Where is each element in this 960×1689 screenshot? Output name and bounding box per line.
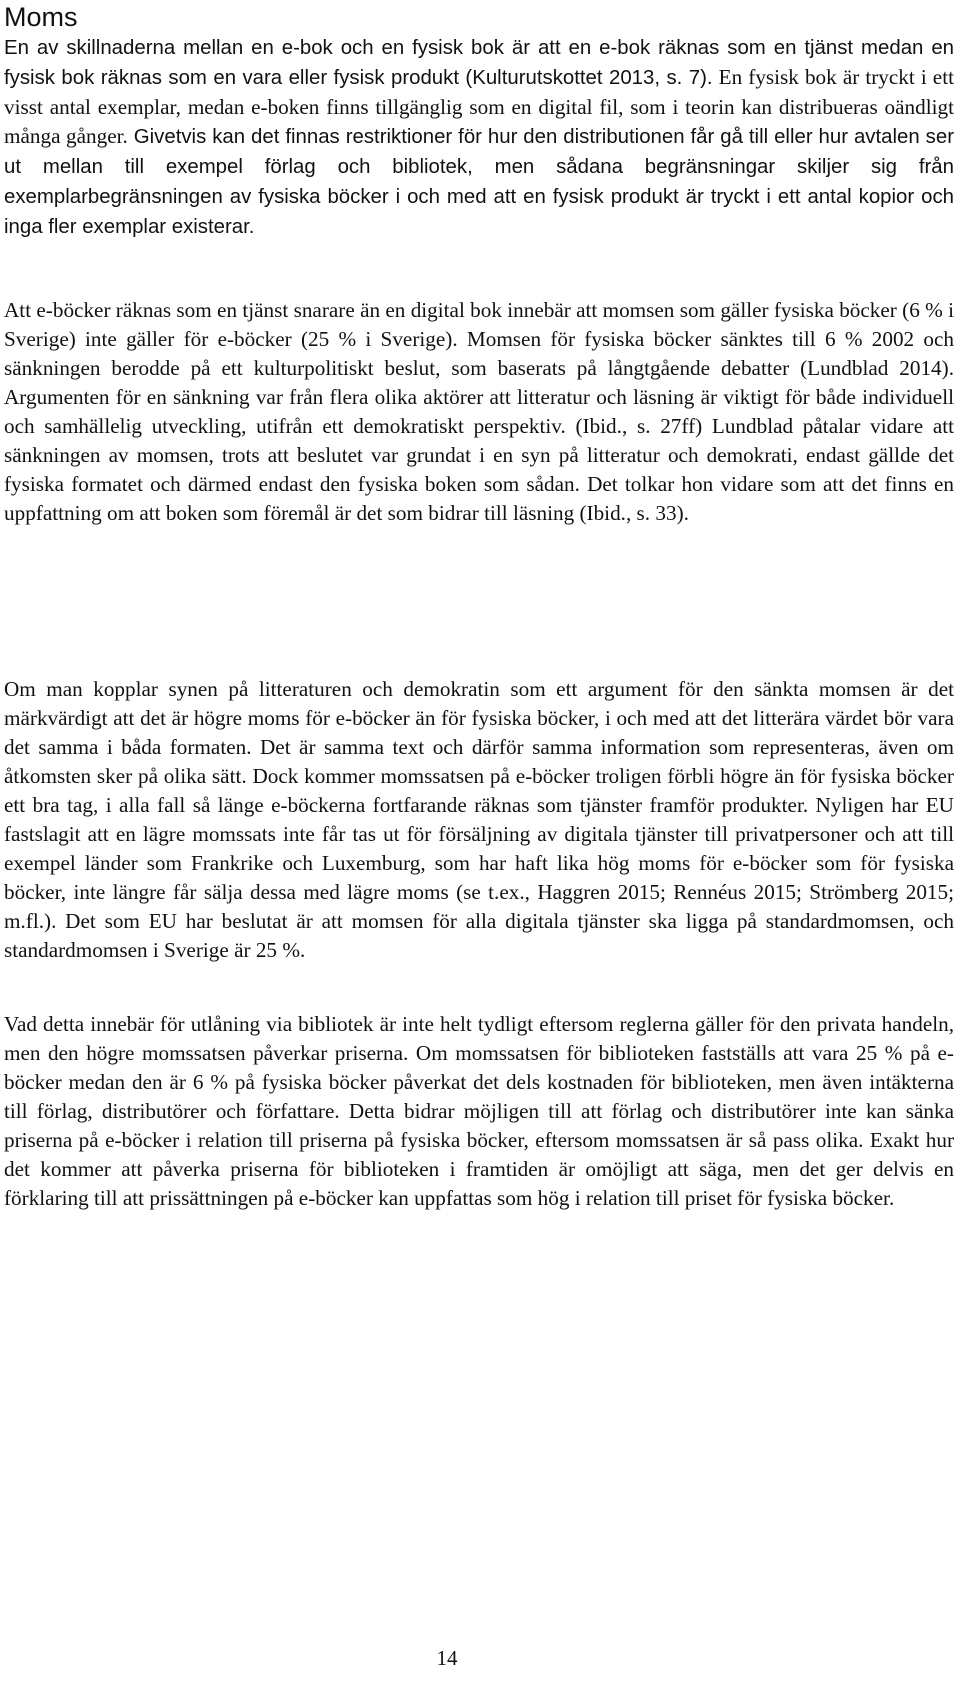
paragraph-1-text-a: En av skillnaderna mellan en e-bok och en fysisk bok är att en e-bok räknas som en tjänst medan en fysisk bok räknas som en vara eller fysisk produkt (Kulturutskottet 2013, s. 7). — [4, 37, 954, 90]
paragraph-4: Vad detta innebär för utlåning via bibliotek är inte helt tydligt eftersom reglerna gäller för den privata handeln, men den högre momssatsen påverkar priserna. Om momssatsen för biblioteken fastställs att vara 25 % på e-böcker medan den är 6 % på fysiska böcker påverkat det dels kostnaden för biblioteken, men även intäkterna till förlag, distributörer och författare. Detta bidrar möjligen till att förlag och distributörer inte kan sänka priserna på e-böcker i relation till priserna på fysiska böcker, eftersom momssatsen är så pass olika. Exakt hur det kommer att påverka priserna för biblioteken i framtiden är omöjligt att säga, men det ger delvis en förklaring till att prissättningen på e-böcker kan uppfattas som hög i relation till priset för fysiska böcker. — [4, 1012, 954, 1211]
section-heading: Moms — [4, 2, 78, 32]
paragraph-1 — [4, 33, 954, 242]
page-number: 14 — [436, 1646, 458, 1670]
paragraph-2: Att e-böcker räknas som en tjänst snarare än en digital bok innebär att momsen som gäller fysiska böcker (6 % i Sverige) inte gäller för e-böcker (25 % i Sverige). Momsen för fysiska böcker sänktes till 6 % 2002 och sänkningen berodde på ett kulturpolitiskt beslut, som baserats på långtgående debatter (Lundblad 2014). Argumenten för en sänkning var från flera olika aktörer att litteratur och läsning är viktigt för både individuell och samhällelig utveckling, utifrån ett demokratiskt perspektiv. (Ibid., s. 27ff) Lundblad påtalar vidare att sänkningen av momsen, trots att beslutet var grundat i en syn på litteratur och demokrati, endast gällde det fysiska formatet och därmed endast den fysiska boken som sådan. Det tolkar hon vidare som att det finns en uppfattning om att boken som föremål är det som bidrar till läsning (Ibid., s. 33). — [4, 298, 954, 526]
paragraph-1-text-c: Givetvis kan det finnas restriktioner för hur den distributionen får gå till eller hur avtalen ser ut mellan till exempel förlag och bibliotek, men sådana begränsningar skiljer sig från exemplarbegränsningen av fysiska böcker i och med att en fysisk produkt är tryckt i ett antal kopior och inga fler exemplar existerar. — [4, 126, 954, 239]
paragraph-1-text-b: En fysisk bok är tryckt i ett visst antal exemplar, medan e-boken finns tillgänglig som en digital fil, som i teorin kan distribueras oändligt många gånger. — [4, 65, 954, 149]
paragraph-3: Om man kopplar synen på litteraturen och demokratin som ett argument för den sänkta momsen är det märkvärdigt att det är högre moms för e-böcker än för fysiska böcker, i och med att det litterära värdet bör vara det samma i båda formaten. Det är samma text och därför samma information som representeras, även om åtkomsten sker på olika sätt. Dock kommer momssatsen på e-böcker troligen förbli högre än för fysiska böcker ett bra tag, i alla fall så länge e-böckerna fortfarande räknas som tjänster framför produkter. Nyligen har EU fastslagit att en lägre momssats inte får tas ut för försäljning av digitala tjänster till privatpersoner och att till exempel länder som Frankrike och Luxemburg, som har haft lika hög moms för e-böcker som för fysiska böcker, inte längre får sälja dessa med lägre moms (se t.ex., Haggren 2015; Rennéus 2015; Strömberg 2015; m.fl.). Det som EU har beslutat är att momsen för alla digitala tjänster ska ligga på standardmomsen, och standardmomsen i Sverige är 25 %. — [4, 677, 954, 963]
